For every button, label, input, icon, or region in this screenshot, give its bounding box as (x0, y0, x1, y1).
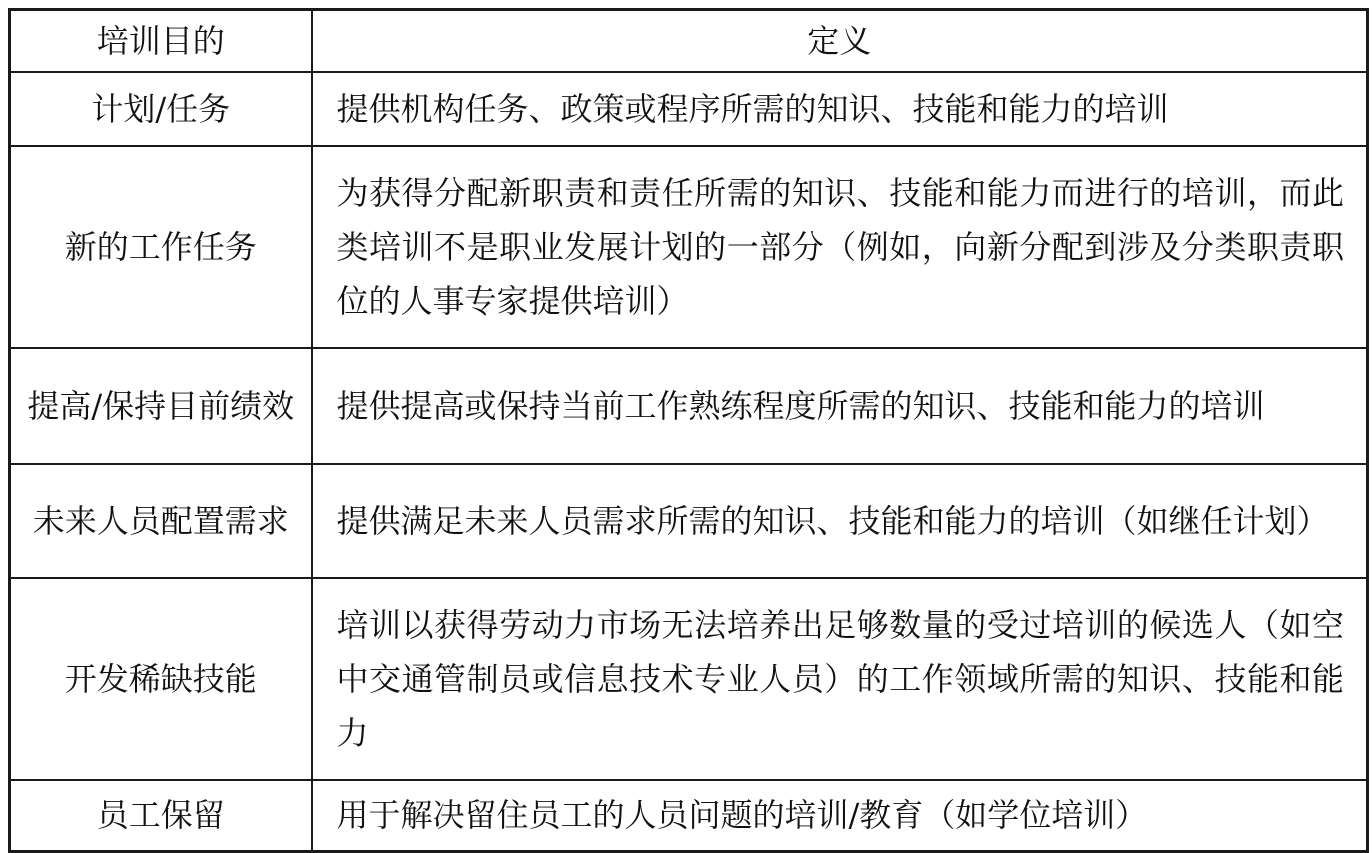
definition-cell: 为获得分配新职责和责任所需的知识、技能和能力而进行的培训，而此类培训不是职业发展计划的一部分（例如，向新分配到涉及分类职责职位的人事专家提供培训） (312, 146, 1368, 348)
table-header-row (10, 10, 1368, 72)
table-row (10, 146, 1368, 348)
purpose-cell: 提高/保持目前绩效 (10, 348, 312, 464)
training-purpose-table-container (8, 8, 1366, 853)
table-row (10, 780, 1368, 852)
table-row (10, 578, 1368, 780)
table-row (10, 348, 1368, 464)
header-purpose: 培训目的 (10, 10, 312, 72)
purpose-cell: 开发稀缺技能 (10, 578, 312, 780)
table-row (10, 464, 1368, 578)
definition-cell: 提供满足未来人员需求所需的知识、技能和能力的培训（如继任计划） (312, 464, 1368, 578)
definition-cell: 提供机构任务、政策或程序所需的知识、技能和能力的培训 (312, 72, 1368, 146)
purpose-cell: 计划/任务 (10, 72, 312, 146)
definition-cell: 培训以获得劳动力市场无法培养出足够数量的受过培训的候选人（如空中交通管制员或信息技术专业人员）的工作领域所需的知识、技能和能力 (312, 578, 1368, 780)
definition-cell: 用于解决留住员工的人员问题的培训/教育（如学位培训） (312, 780, 1368, 852)
definition-cell: 提供提高或保持当前工作熟练程度所需的知识、技能和能力的培训 (312, 348, 1368, 464)
purpose-cell: 未来人员配置需求 (10, 464, 312, 578)
purpose-cell: 员工保留 (10, 780, 312, 852)
header-definition: 定义 (312, 10, 1368, 72)
training-purpose-table (8, 8, 1369, 853)
purpose-cell: 新的工作任务 (10, 146, 312, 348)
table-row (10, 72, 1368, 146)
